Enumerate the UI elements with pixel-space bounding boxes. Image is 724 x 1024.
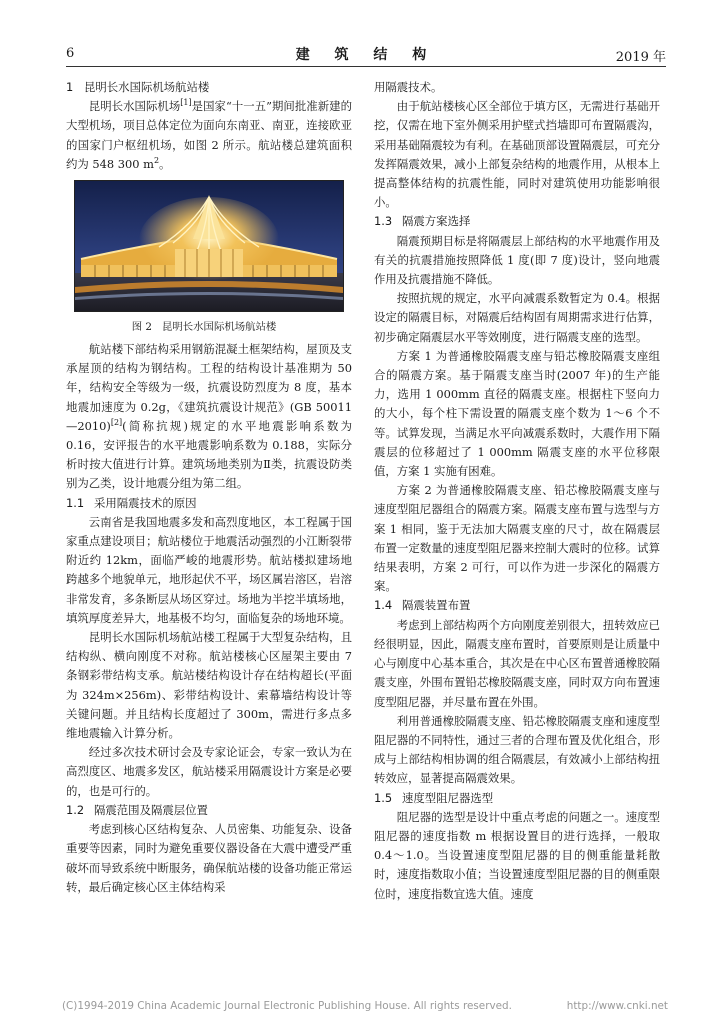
page-header: [66, 44, 666, 67]
section-1-heading: 1 昆明长水国际机场航站楼: [66, 80, 210, 94]
paragraph-isolation-layer: 由于航站楼核心区全部位于填方区，无需进行基础开挖，仅需在地下室外侧采用护壁式挡墙即可布置隔震沟，采用基础隔震较为有利。在基础顶部设置隔震层，可充分发挥隔震效果，减小上部复杂结构的地震作用，从根本上提高整体结构的抗震性能，同时对建筑使用功能影响很小。: [374, 99, 660, 210]
section-1-3-heading: 1.3 隔震方案选择: [374, 214, 471, 229]
paragraph-reasons: 云南省是我国地震多发和高烈度地区，本工程属于国家重点建设项目；航站楼位于地震活动强烈的小江断裂带附近约 12km，面临严峻的地震形势。航站楼拟建场地跨越多个地貌单元，地形起伏不平，场区属岩溶区，岩溶非常发育，多条断层从场区穿过。场地为半挖半填场地，填筑厚度差异大，地基极不均匀，面临复杂的场地环境。: [66, 514, 352, 625]
paragraph-scheme-2: 方案 2 为普通橡胶隔震支座、铅芯橡胶隔震支座与速度型阻尼器组合的隔震方案。隔震支座布置与选型与方案 1 相同，鉴于无法加大隔震支座的尺寸，故在隔震层布置一定数量的速度型阻尼器来控制大震时的位移。试算结果表明，方案 2 可行，可以作为进一步深化的隔震方案。: [374, 483, 660, 594]
paragraph-structure: 航站楼下部结构采用钢筋混凝土框架结构，屋顶及支承屋顶的结构为钢结构。工程的结构设计基准期为 50 年，结构安全等级为一级，抗震设防烈度为 8 度，基本地震加速度为 0.2g，《建筑抗震设计规范》(GB 50011—2010)[2](简称抗规)规定的水平地震影响系数为 0.16，安评报告的水平地震影响系数为 0.188，实际分析时按大值进行计算。建筑场地类别为Ⅱ类，抗震设防类别为乙类，设计地震分组为第二组。: [66, 342, 352, 491]
paragraph-intro: 昆明长水国际机场[1]是国家“十一五”期间批准新建的大型机场，项目总体定位为面向东南亚、南亚，连接欧亚的国家门户枢纽机场，如图 2 所示。航站楼总建筑面积约为 548 300 $m^2$。: [66, 98, 352, 171]
section-1-5-heading: 1.5 速度型阻尼器选型: [374, 790, 494, 805]
right-column: [374, 78, 660, 904]
section-1-4-heading: 1.4 隔震装置布置: [374, 598, 471, 613]
copyright-notice: (C)1994-2019 China Academic Journal Electronic Publishing House. All rights reserved.: [62, 1000, 512, 1012]
paragraph-complexity: 昆明长水国际机场航站楼工程属于大型复杂结构，且结构纵、横向刚度不对称。航站楼核心区屋架主要由 7 条钢彩带结构支承。航站楼结构设计存在结构超长(平面为 324m×256m)、彩带结构设计、索幕墙结构设计等关键问题。并且结构长度超过了 300m，需进行多点多维地震输入计算分析。: [66, 630, 352, 741]
figure-caption: 图 2 昆明长水国际机场航站楼: [131, 321, 277, 334]
airport-terminal-photo: [74, 180, 344, 312]
left-column: [66, 78, 352, 897]
publication-year: 2019 年: [615, 50, 666, 65]
section-1-2-heading: 1.2 隔震范围及隔震层位置: [66, 802, 208, 817]
section-1-1-heading: 1.1 采用隔震技术的原因: [66, 495, 197, 510]
paragraph-damper: 阻尼器的选型是设计中重点考虑的问题之一。速度型阻尼器的速度指数 m 根据设置目的进行选择，一般取 0.4～1.0。当设置速度型阻尼器的目的侧重能量耗散时，速度指数取小值；当设置速度型阻尼器的目的侧重限位时，速度指数宜选大值。速度: [374, 809, 660, 901]
footer-url[interactable]: http://www.cnki.net: [566, 1000, 668, 1012]
paragraph-scope: 考虑到核心区结构复杂、人员密集、功能复杂、设备重要等因素，同时为避免重要仪器设备在大震中遭受严重破坏而导致系统中断服务，确保航站楼的设备功能正常运转，最后确定核心区主体结构采: [66, 822, 352, 894]
figure-2: [66, 180, 352, 336]
paragraph-layout-principle: 考虑到上部结构两个方向刚度差别很大，扭转效应已经很明显，因此，隔震支座布置时，首要原则是让质量中心与刚度中心基本重合，其次是在中心区布置普通橡胶隔震支座，外围布置铅芯橡胶隔震支座，同时双方向布置速度型阻尼器，并尽量布置在外围。: [374, 617, 660, 709]
paragraph-coefficient: 按照抗规的规定，水平向减震系数暂定为 0.4。根据设定的隔震目标，对隔震后结构固有周期需求进行估算，初步确定隔震层水平等效刚度，进行隔震支座的选型。: [374, 291, 660, 344]
paragraph-target: 隔震预期目标是将隔震层上部结构的水平地震作用及有关的抗震措施按照降低 1 度(即 7 度)设计，竖向地震作用及抗震措施不降低。: [374, 233, 660, 287]
paragraph-continued: 用隔震技术。: [374, 80, 443, 94]
paragraph-expert: 经过多次技术研讨会及专家论证会，专家一致认为在高烈度区、地震多发区，航站楼采用隔震设计方案是必要的，也是可行的。: [66, 745, 352, 798]
page-number: 6: [66, 46, 75, 61]
paragraph-combination: 利用普通橡胶隔震支座、铅芯橡胶隔震支座和速度型阻尼器的不同特性，通过三者的合理布置及优化组合，形成与上部结构相协调的组合隔震层，有效减小上部结构扭转效应，显著提高隔震效果。: [374, 713, 660, 786]
paragraph-scheme-1: 方案 1 为普通橡胶隔震支座与铅芯橡胶隔震支座组合的隔震方案。基于隔震支座当时(2007 年)的生产能力，选用 1 000mm 直径的隔震支座。根据柱下竖向力的大小，每个柱下需设置的隔震支座个数为 1～6 个不等。试算发现，当满足水平向减震系数时，大震作用下隔震层的位移超过了 1 000mm 隔震支座的水平位移限值，方案 1 实施有困难。: [374, 348, 660, 479]
journal-title: 建 筑 结 构: [295, 47, 437, 63]
